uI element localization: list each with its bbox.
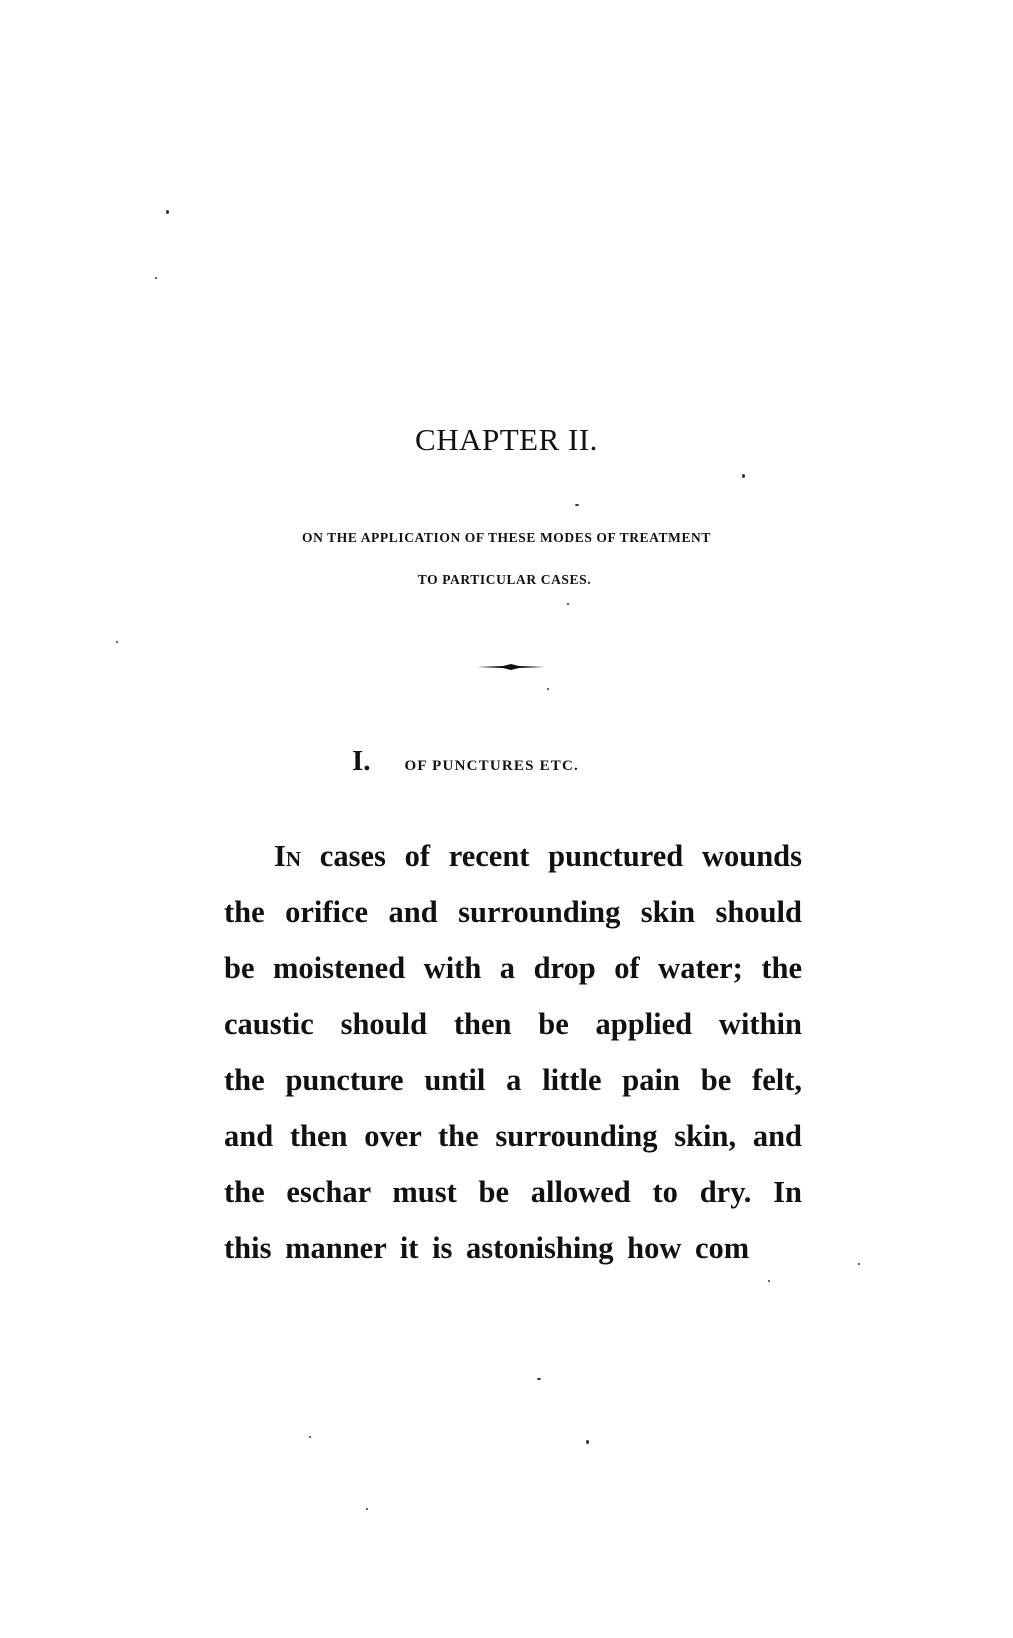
section-heading <box>352 745 579 778</box>
body-paragraph <box>224 828 802 1276</box>
print-speck <box>567 603 569 605</box>
chapter-subtitle-line-2: TO PARTICULAR CASES. <box>417 572 592 587</box>
section-number: I. <box>352 745 371 777</box>
section-title: OF PUNCTURES ETC. <box>404 758 579 774</box>
print-speck <box>586 1440 589 1444</box>
print-speck <box>575 504 579 506</box>
print-speck <box>742 474 745 478</box>
body-line: be moistened with a drop of water; the <box>224 951 802 985</box>
body-line <box>224 828 802 884</box>
print-speck <box>768 1280 770 1282</box>
chapter-title: CHAPTER II. <box>415 422 598 457</box>
print-speck <box>537 1378 541 1380</box>
print-speck <box>366 1508 368 1510</box>
body-line-text: cases of recent punctured wounds <box>301 839 802 873</box>
print-speck <box>547 688 549 690</box>
body-line: caustic should then be applied within <box>224 1007 802 1041</box>
chapter-subtitle-line-1: ON THE APPLICATION OF THESE MODES OF TREATMENT <box>301 530 712 545</box>
body-line: the orifice and surrounding skin should <box>224 895 802 929</box>
body-first-word: In <box>274 839 302 873</box>
print-speck <box>116 641 118 643</box>
ornamental-rule <box>477 662 545 672</box>
body-line: and then over the surrounding skin, and <box>224 1119 802 1153</box>
body-line: the eschar must be allowed to dry. In <box>224 1175 802 1209</box>
print-speck <box>309 1436 311 1438</box>
body-line: the puncture until a little pain be felt, <box>224 1063 802 1097</box>
print-speck <box>166 210 169 214</box>
body-line: this manner it is astonishing how com <box>224 1231 750 1265</box>
print-speck <box>155 277 157 279</box>
print-speck <box>858 1263 860 1265</box>
